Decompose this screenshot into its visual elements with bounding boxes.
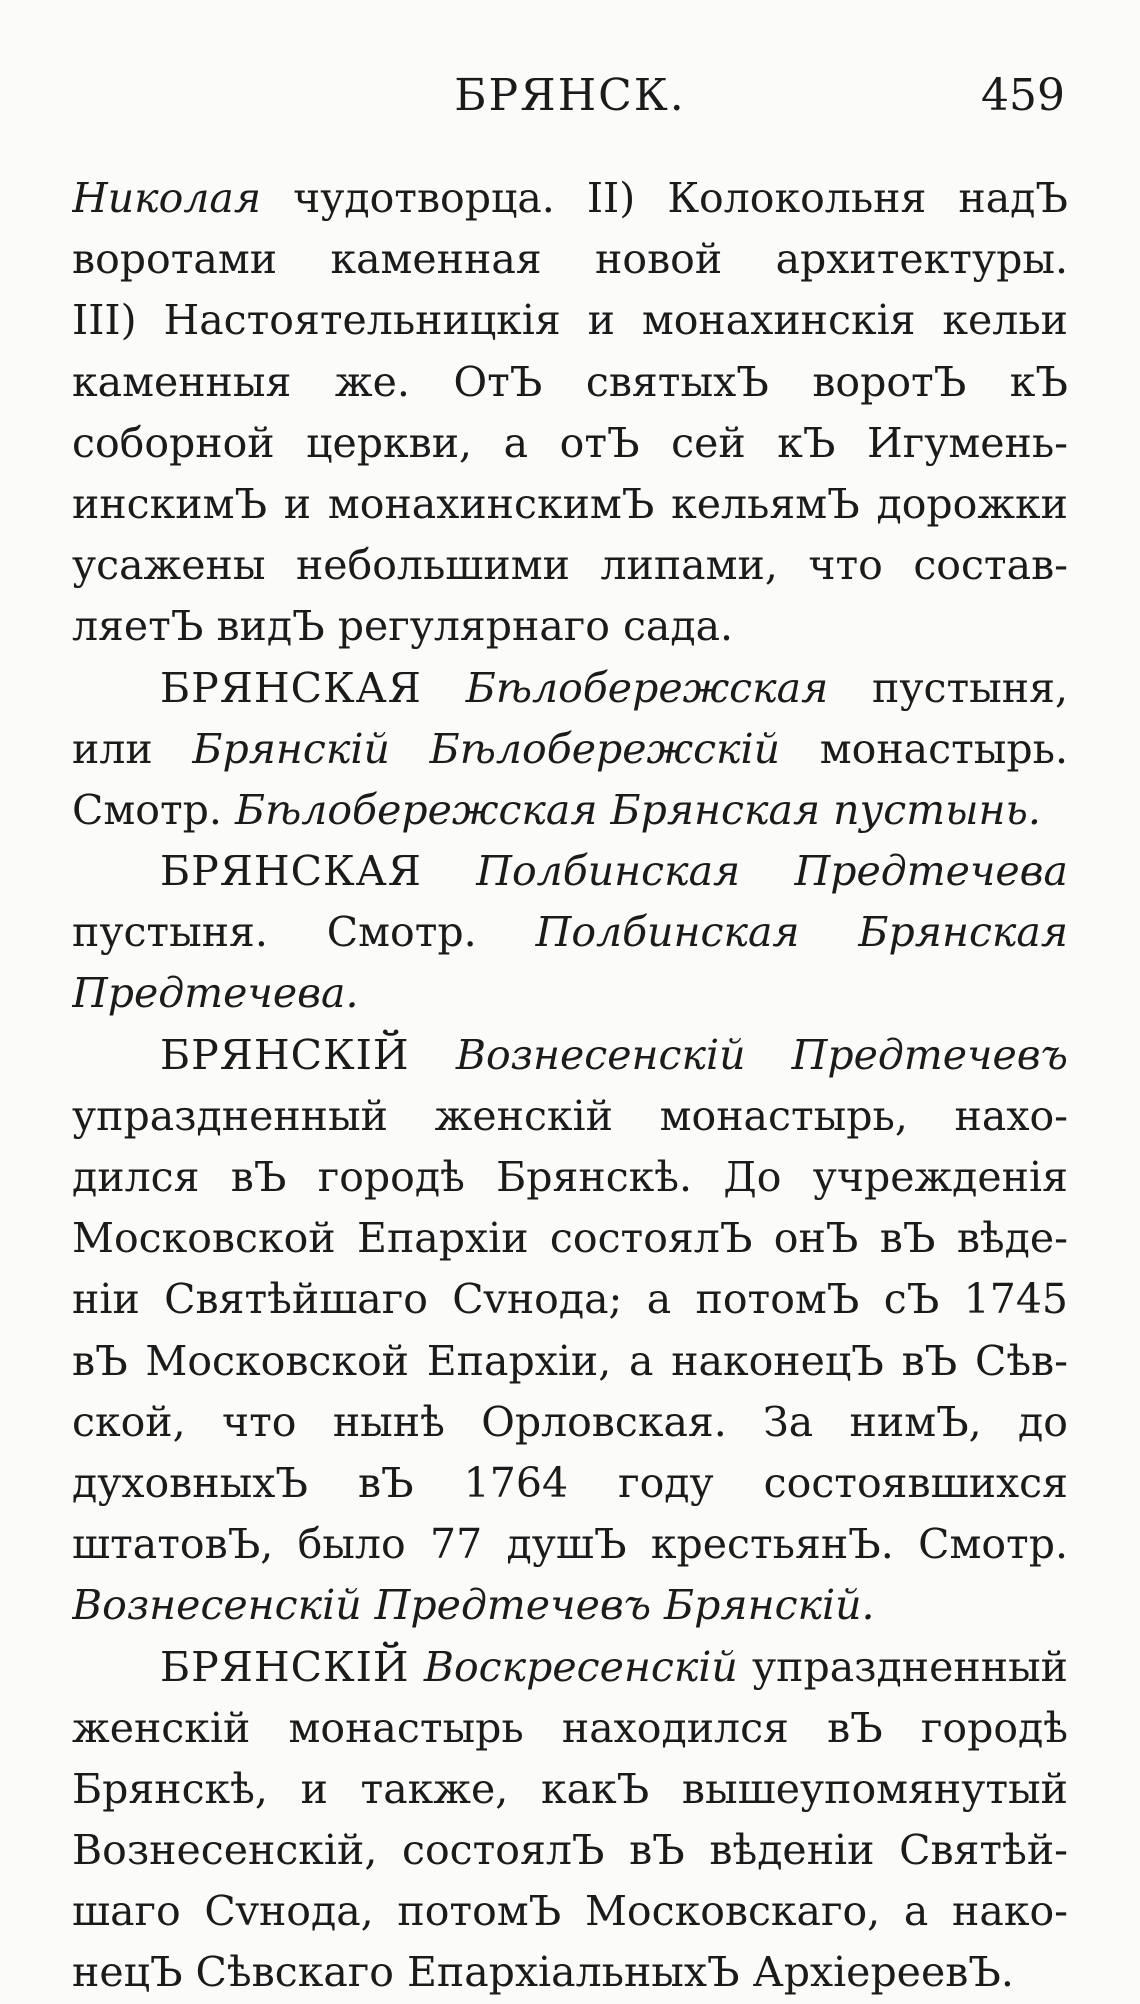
text-span: усажены небольшими липами, что состав-	[72, 541, 1068, 590]
text-line	[72, 1331, 1068, 1392]
text-line	[72, 290, 1068, 351]
headword: БРЯНСКІЙ	[160, 1642, 410, 1691]
body-text	[72, 168, 1068, 2004]
text-span: Вознесенскій, состоялЪ вЪ вѣденіи Святѣй-	[72, 1826, 1068, 1875]
text-span: женскій монастырь находился вЪ городѣ	[72, 1703, 1068, 1752]
text-line	[72, 1942, 1068, 2003]
italic-span: Полбинская Предтечева	[476, 847, 1068, 896]
text-span: упраздненный	[737, 1642, 1068, 1691]
running-head: БРЯНСК.	[454, 70, 686, 121]
text-span: Брянскѣ, и также, какЪ вышеупомянутый	[72, 1764, 1068, 1813]
italic-span: Вознесенскій Предтечевъ	[455, 1030, 1068, 1079]
text-line	[72, 719, 1068, 780]
text-span: чудотворца. II) Колокольня надЪ	[261, 174, 1068, 222]
text-line	[72, 1147, 1068, 1208]
page-number: 459	[981, 70, 1065, 121]
text-span	[422, 664, 466, 712]
italic-span: Бѣлобережская	[465, 663, 829, 712]
text-line	[72, 1881, 1068, 1942]
text-span: ніи Святѣйшаго Сvнода; а потомЪ сЪ 1745	[72, 1275, 1068, 1324]
text-line	[72, 413, 1068, 474]
text-span	[410, 1643, 424, 1691]
text-line	[72, 1759, 1068, 1820]
italic-span: Воскресенскій	[423, 1642, 738, 1691]
text-span: шаго Сvнода, потомЪ Московскаго, а нако-	[72, 1887, 1068, 1936]
italic-span: Предтечева.	[72, 969, 359, 1018]
text-span: инскимЪ и монахинскимЪ кельямЪ дорожки	[72, 479, 1068, 528]
italic-span: Полбинская Брянская	[535, 908, 1068, 957]
text-line	[72, 902, 1068, 963]
text-span: упраздненный женскій монастырь, нахо-	[72, 1091, 1068, 1140]
italic-span: Вознесенскій Предтечевъ Брянскій.	[72, 1581, 875, 1630]
text-line	[72, 229, 1068, 290]
text-line	[72, 1392, 1068, 1453]
text-line	[72, 1208, 1068, 1269]
italic-span: Николая	[72, 174, 262, 222]
headword: БРЯНСКІЙ	[160, 1030, 410, 1079]
text-span: Московской Епархіи состоялЪ онЪ вЪ вѣде-	[72, 1214, 1068, 1263]
text-line	[72, 1698, 1068, 1759]
text-line	[72, 535, 1068, 596]
headword: БРЯНСКАЯ	[160, 663, 422, 712]
text-line	[72, 1269, 1068, 1330]
italic-span: Брянскій Бѣлобережскій	[192, 724, 781, 773]
text-line	[72, 1514, 1068, 1575]
italic-span: Бѣлобережская Брянская пустынь.	[234, 785, 1041, 834]
text-line	[72, 841, 1068, 902]
text-span: ляетЪ видЪ регулярнаго сада.	[72, 602, 734, 651]
text-span: воротами каменная новой архитектуры.	[72, 235, 1068, 284]
text-span: III) Настоятельницкія и монахинскія кельи	[72, 296, 1068, 345]
text-line	[72, 474, 1068, 535]
text-span: вЪ Московской Епархіи, а наконецЪ вЪ Сѣв-	[72, 1336, 1068, 1385]
text-line	[72, 1575, 1068, 1636]
text-span: пустыня,	[828, 663, 1068, 712]
text-span: Смотр.	[72, 785, 235, 834]
page-header	[75, 70, 1065, 130]
text-span: ской, что нынѣ Орловская. За нимЪ, до	[72, 1397, 1068, 1446]
text-line	[72, 1820, 1068, 1881]
text-line	[72, 352, 1068, 413]
text-span: пустыня. Смотр.	[72, 908, 536, 957]
text-span: или	[72, 724, 193, 773]
text-line	[72, 168, 1068, 229]
text-span: духовныхЪ вЪ 1764 году состоявшихся	[72, 1458, 1068, 1507]
text-line	[72, 1637, 1068, 1698]
text-span	[410, 1031, 456, 1079]
text-span: соборной церкви, а отЪ сей кЪ Игумень-	[72, 418, 1068, 467]
text-span	[422, 847, 476, 895]
text-span: каменныя же. ОтЪ святыхЪ воротЪ кЪ	[72, 357, 1068, 406]
text-line	[72, 596, 1068, 657]
text-span: дился вЪ городѣ Брянскѣ. До учрежденія	[72, 1153, 1068, 1201]
text-line	[72, 1453, 1068, 1514]
text-span: нецЪ Сѣвскаго ЕпархіальныхЪ АрхіереевЪ.	[72, 1948, 1014, 1997]
text-line	[72, 963, 1068, 1024]
text-line	[72, 780, 1068, 841]
text-line	[72, 1025, 1068, 1086]
text-line	[72, 658, 1068, 719]
text-span: монастырь.	[780, 724, 1068, 773]
headword: БРЯНСКАЯ	[160, 847, 422, 896]
text-line	[72, 1086, 1068, 1147]
text-span: штатовЪ, было 77 душЪ крестьянЪ. Смотр.	[72, 1520, 1068, 1569]
